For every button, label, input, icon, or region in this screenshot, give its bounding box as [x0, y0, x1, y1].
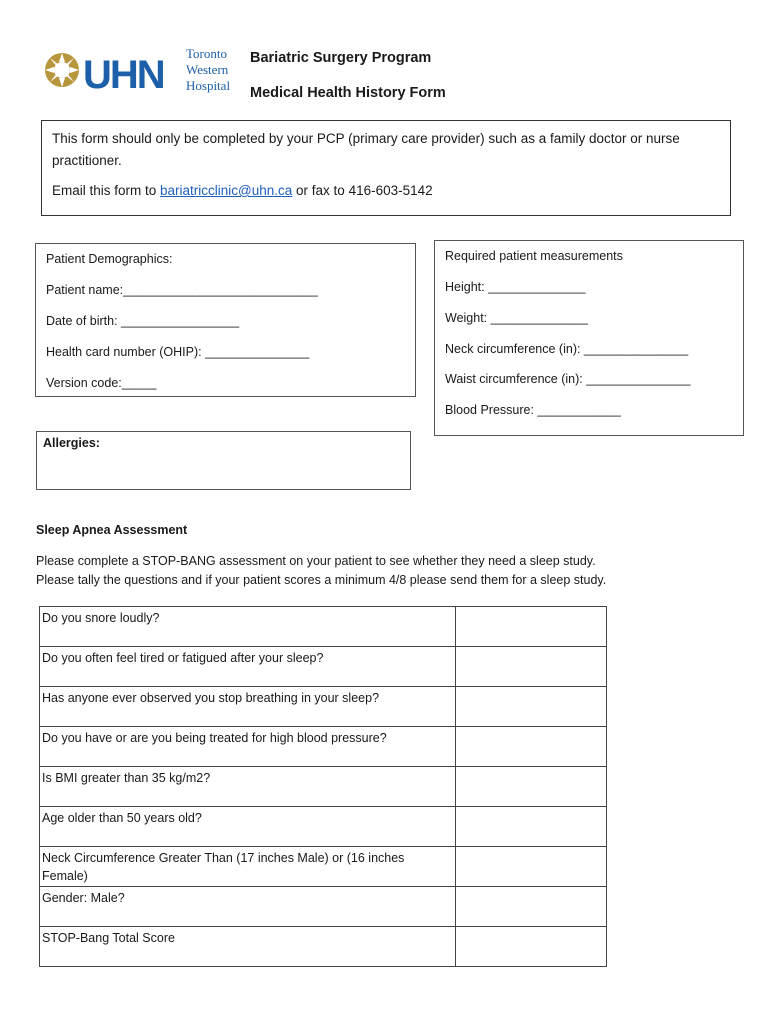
fax-text: or fax to 416-603-5142	[292, 183, 433, 198]
sleep-apnea-heading: Sleep Apnea Assessment	[36, 523, 188, 537]
total-score-label: STOP-Bang Total Score	[40, 927, 456, 967]
table-row	[40, 807, 607, 847]
question-cell: Do you snore loudly?	[40, 607, 456, 647]
health-card-field[interactable]: Health card number (OHIP): _______________	[46, 345, 310, 359]
table-row	[40, 607, 607, 647]
stop-bang-table	[39, 606, 607, 967]
question-cell: Do you often feel tired or fatigued after your sleep?	[40, 647, 456, 687]
logo-mark: UHN	[83, 53, 164, 96]
logo-line-2: Western	[186, 62, 229, 77]
stop-bang-instruction-2: Please tally the questions and if your patient scores a minimum 4/8 please send them for a sleep study.	[36, 573, 607, 587]
instructions-box	[41, 120, 731, 216]
answer-cell[interactable]	[456, 807, 607, 847]
neck-circumference-field[interactable]: Neck circumference (in): _______________	[445, 342, 689, 356]
email-link[interactable]: bariatricclinic@uhn.ca	[160, 183, 293, 198]
total-score-cell[interactable]	[456, 927, 607, 967]
table-row	[40, 847, 607, 887]
demographics-heading: Patient Demographics:	[46, 252, 173, 266]
measurements-heading: Required patient measurements	[445, 249, 623, 263]
question-cell: Age older than 50 years old?	[40, 807, 456, 847]
table-row	[40, 647, 607, 687]
logo-line-1: Toronto	[186, 46, 227, 61]
question-cell: Is BMI greater than 35 kg/m2?	[40, 767, 456, 807]
version-code-field[interactable]: Version code:_____	[46, 376, 157, 390]
sunburst-logo-icon	[45, 53, 79, 87]
allergies-label: Allergies:	[43, 436, 100, 450]
uhn-logo-graphic	[42, 44, 242, 96]
program-title: Bariatric Surgery Program	[250, 50, 432, 66]
table-row	[40, 927, 607, 967]
answer-cell[interactable]	[456, 887, 607, 927]
answer-cell[interactable]	[456, 687, 607, 727]
pcp-instruction: This form should only be completed by your PCP (primary care provider) such as a family doctor or nurse practitioner.	[52, 131, 680, 168]
answer-cell[interactable]	[456, 847, 607, 887]
answer-cell[interactable]	[456, 647, 607, 687]
question-cell: Neck Circumference Greater Than (17 inches Male) or (16 inches Female)	[40, 847, 456, 887]
blood-pressure-field[interactable]: Blood Pressure: ____________	[445, 403, 621, 417]
form-title: Medical Health History Form	[250, 85, 446, 101]
waist-circumference-field[interactable]: Waist circumference (in): _______________	[445, 372, 691, 386]
answer-cell[interactable]	[456, 727, 607, 767]
allergies-field[interactable]	[36, 431, 411, 490]
patient-demographics-box	[35, 243, 416, 397]
uhn-logo	[42, 44, 242, 96]
weight-field[interactable]: Weight: ______________	[445, 311, 588, 325]
email-prefix: Email this form to	[52, 183, 161, 198]
date-of-birth-field[interactable]: Date of birth: _________________	[46, 314, 240, 328]
stop-bang-instruction-1: Please complete a STOP-BANG assessment on your patient to see whether they need a sleep study.	[36, 554, 596, 568]
table-row	[40, 687, 607, 727]
answer-cell[interactable]	[456, 607, 607, 647]
logo-line-3: Hospital	[186, 78, 231, 93]
email-instruction	[52, 180, 720, 202]
height-field[interactable]: Height: ______________	[445, 280, 586, 294]
answer-cell[interactable]	[456, 767, 607, 807]
table-row	[40, 767, 607, 807]
patient-name-field[interactable]: Patient name:____________________________	[46, 283, 318, 297]
question-cell: Gender: Male?	[40, 887, 456, 927]
question-cell: Has anyone ever observed you stop breathing in your sleep?	[40, 687, 456, 727]
table-row	[40, 727, 607, 767]
table-row	[40, 887, 607, 927]
question-cell: Do you have or are you being treated for high blood pressure?	[40, 727, 456, 767]
patient-measurements-box	[434, 240, 744, 436]
